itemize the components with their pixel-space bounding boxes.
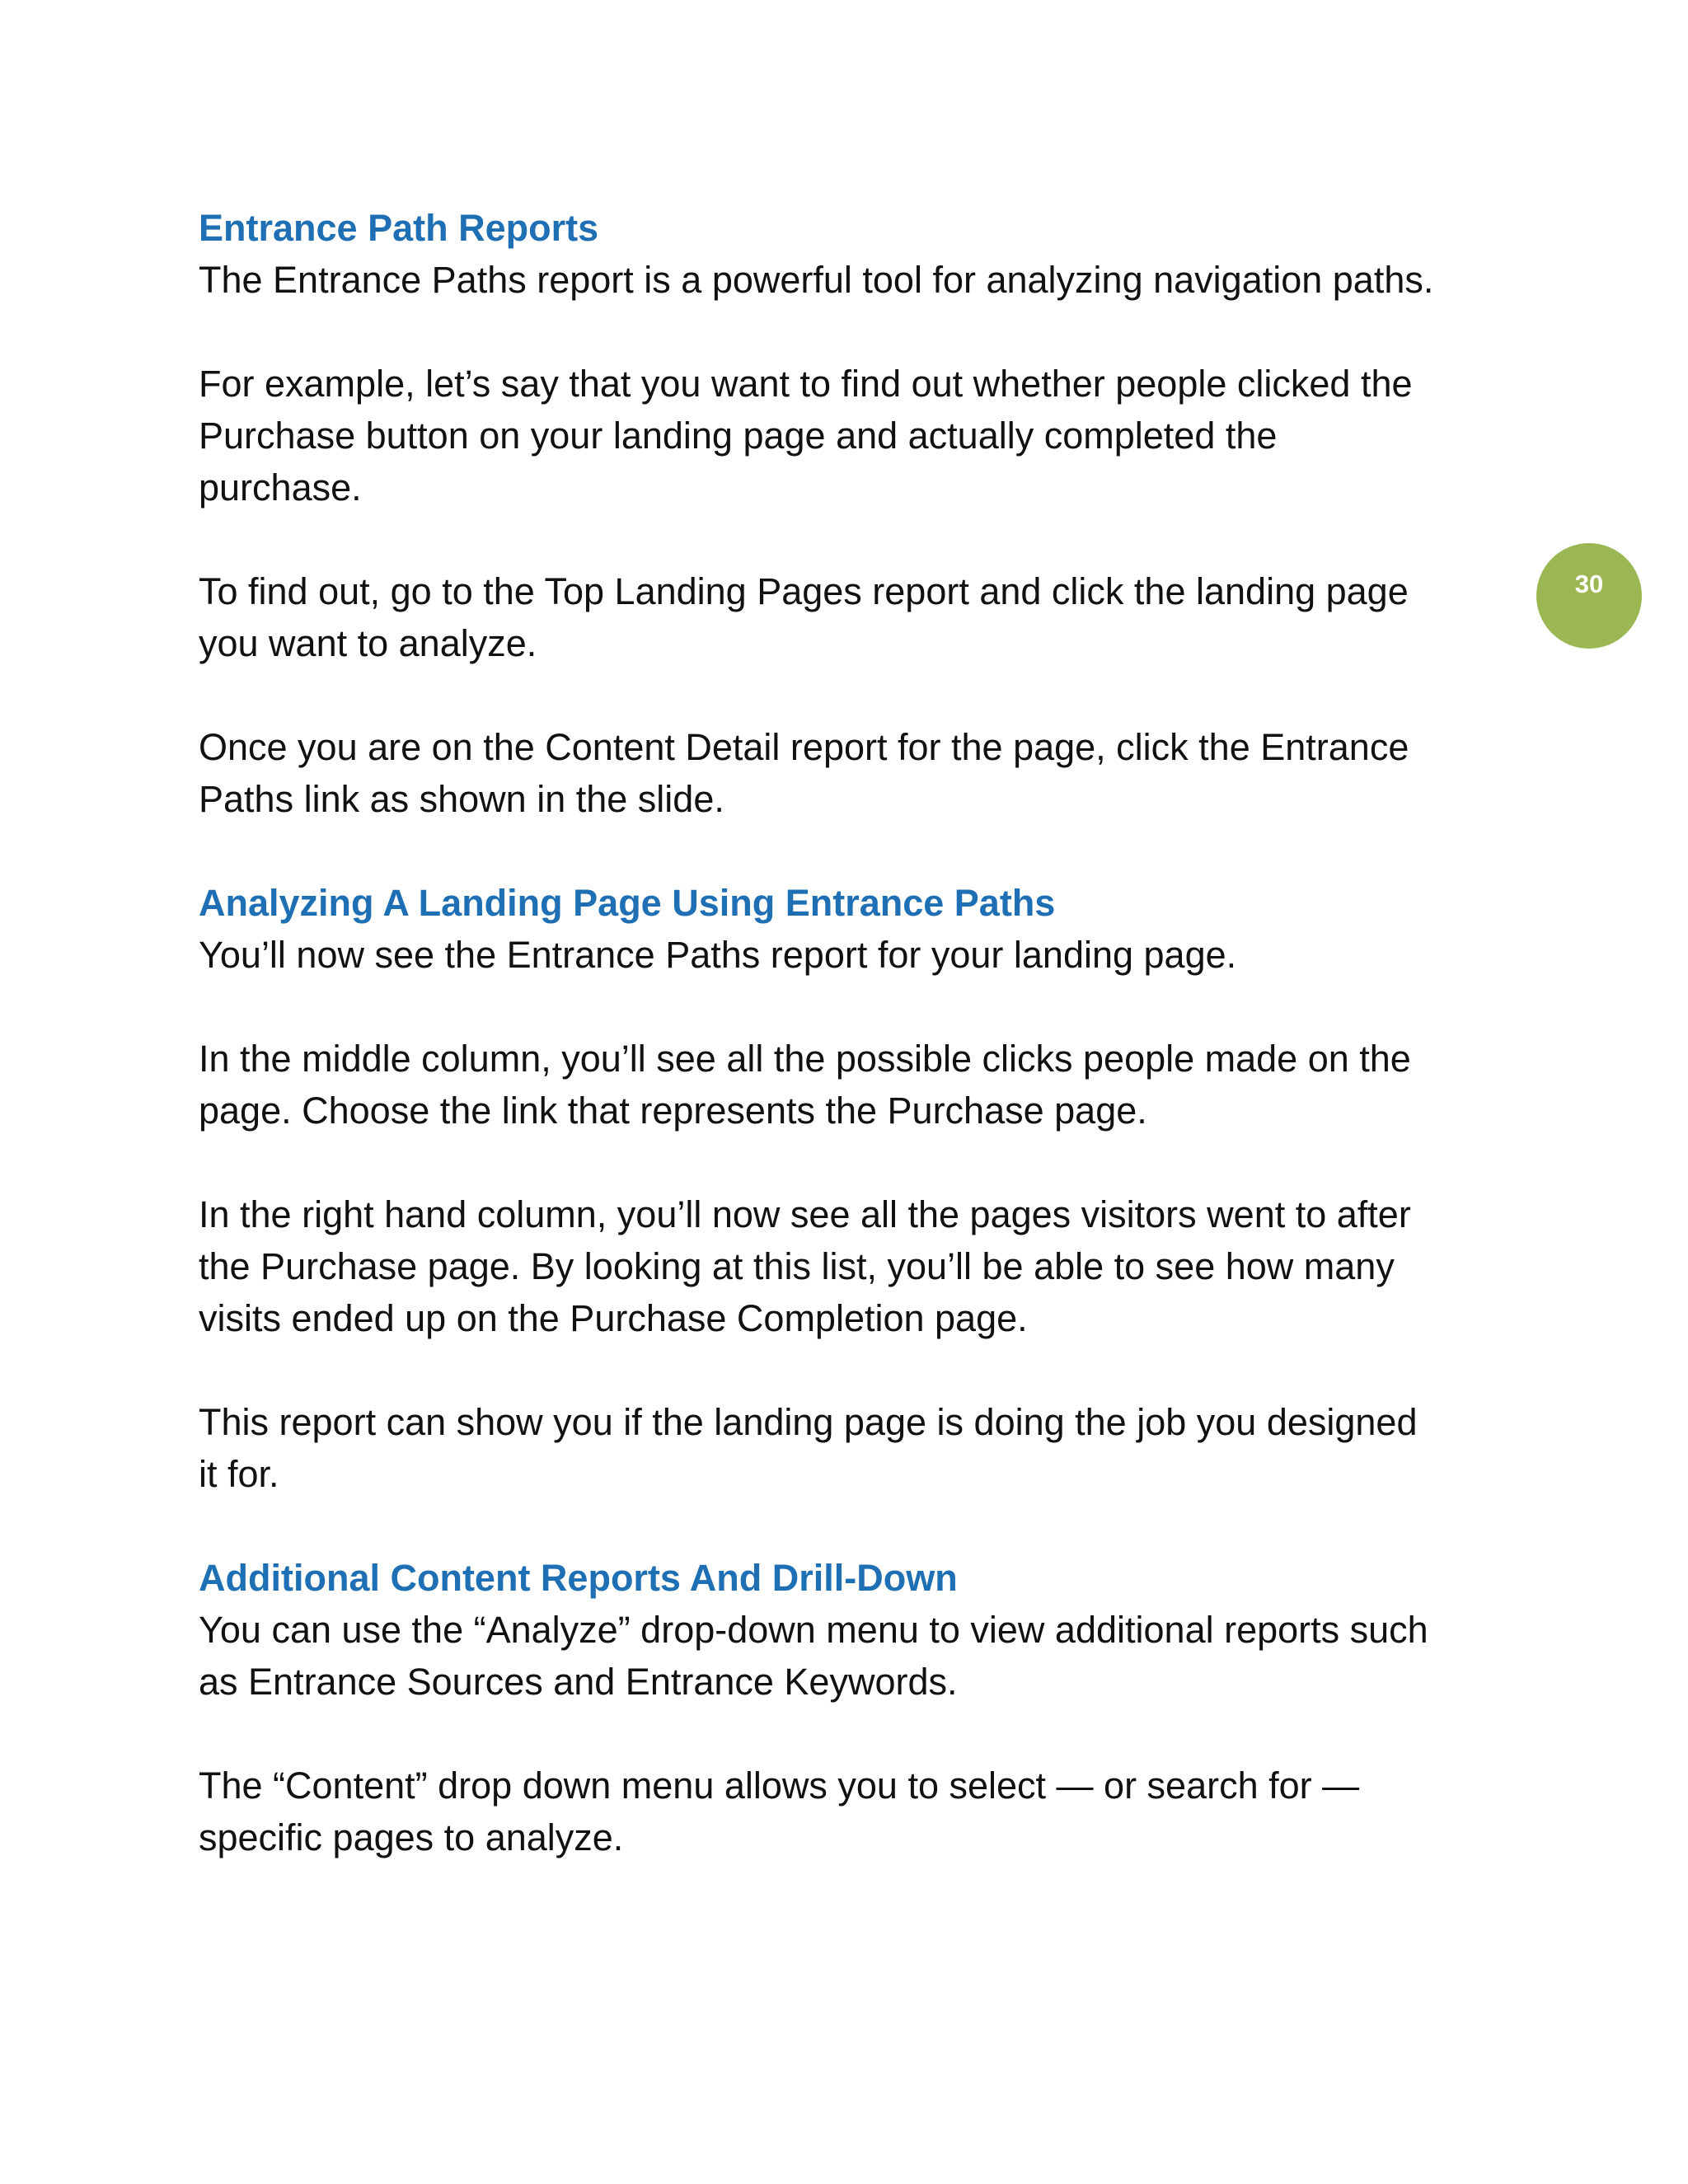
paragraph xyxy=(199,721,1501,825)
paragraph xyxy=(199,1760,1501,1863)
text-line: purchase. xyxy=(199,466,362,509)
text-line: as Entrance Sources and Entrance Keywords. xyxy=(199,1661,958,1703)
paragraph xyxy=(199,1604,1501,1708)
text-line: Paths link as shown in the slide. xyxy=(199,778,724,820)
section-heading-analyzing-landing-page: Analyzing A Landing Page Using Entrance Paths xyxy=(199,882,1056,924)
paragraph xyxy=(199,1396,1501,1500)
document-body xyxy=(199,202,1501,1863)
text-line: This report can show you if the landing page is doing the job you designed xyxy=(199,1401,1418,1443)
paragraph xyxy=(199,358,1501,513)
paragraph xyxy=(199,254,1501,306)
text-line: you want to analyze. xyxy=(199,622,537,664)
text-line: Once you are on the Content Detail report for the page, click the Entrance xyxy=(199,726,1409,768)
text-line: You can use the “Analyze” drop-down menu to view additional reports such xyxy=(199,1609,1428,1651)
text-line: In the middle column, you’ll see all the possible clicks people made on the xyxy=(199,1038,1411,1080)
text-line: it for. xyxy=(199,1453,279,1495)
paragraph xyxy=(199,929,1501,981)
text-line: In the right hand column, you’ll now see all the pages visitors went to after xyxy=(199,1193,1411,1235)
text-line: You’ll now see the Entrance Paths report for your landing page. xyxy=(199,934,1237,976)
page-number: 30 xyxy=(1574,569,1604,598)
paragraph xyxy=(199,565,1501,669)
text-line: The “Content” drop down menu allows you to select — or search for — xyxy=(199,1765,1360,1807)
text-line: For example, let’s say that you want to find out whether people clicked the xyxy=(199,363,1413,405)
text-line: Purchase button on your landing page and actually completed the xyxy=(199,415,1278,457)
text-line: specific pages to analyze. xyxy=(199,1816,624,1858)
text-line: visits ended up on the Purchase Completion page. xyxy=(199,1297,1028,1339)
text-line: page. Choose the link that represents the Purchase page. xyxy=(199,1090,1147,1132)
paragraph xyxy=(199,1033,1501,1137)
section-heading-entrance-path-reports: Entrance Path Reports xyxy=(199,207,599,249)
page-number-badge xyxy=(1536,543,1642,649)
section-heading-additional-content-reports: Additional Content Reports And Drill-Down xyxy=(199,1557,958,1599)
paragraph xyxy=(199,1188,1501,1344)
text-line: the Purchase page. By looking at this list, you’ll be able to see how many xyxy=(199,1245,1395,1287)
text-line: The Entrance Paths report is a powerful tool for analyzing navigation paths. xyxy=(199,259,1434,301)
text-line: To find out, go to the Top Landing Pages report and click the landing page xyxy=(199,570,1409,612)
